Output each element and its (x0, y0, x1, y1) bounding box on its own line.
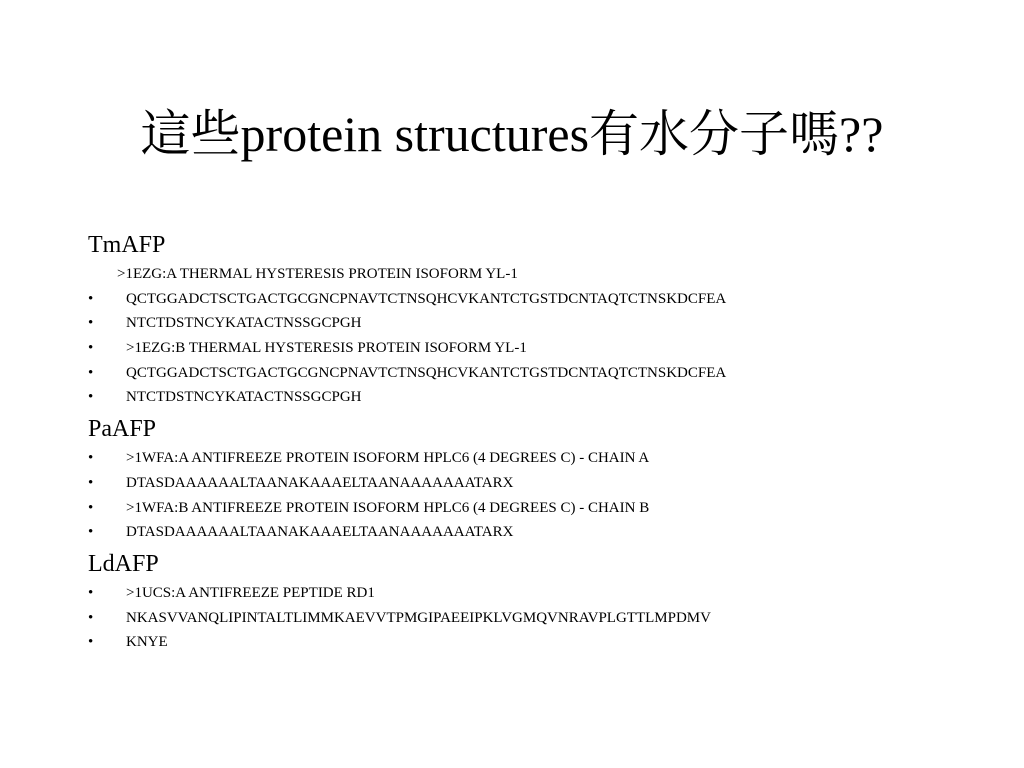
sequence-list (88, 262, 988, 410)
bullet-icon: • (88, 290, 94, 307)
group-heading: PaAFP (88, 416, 157, 443)
list-item (88, 287, 988, 312)
list-item (88, 446, 988, 471)
bullet-icon: • (88, 499, 94, 516)
bullet-icon: • (88, 315, 94, 332)
list-item (88, 581, 988, 606)
sequence-group (88, 414, 988, 545)
sequence-list (88, 446, 988, 545)
list-item-text: KNYE (126, 634, 168, 651)
bullet-icon: • (88, 389, 94, 406)
bullet-icon: • (88, 524, 94, 541)
list-item-text: DTASDAAAAAALTAANAKAAAELTAANAAAAAAATARX (126, 474, 514, 491)
list-item-text: >1EZG:A THERMAL HYSTERESIS PROTEIN ISOFORM YL-1 (117, 266, 518, 282)
list-item (88, 630, 988, 655)
slide-body (88, 230, 988, 659)
bullet-icon: • (88, 364, 94, 381)
bullet-icon: • (88, 450, 94, 467)
bullet-icon: • (88, 474, 94, 491)
list-item (88, 385, 988, 410)
list-item (88, 311, 988, 336)
list-item (88, 471, 988, 496)
list-item (88, 361, 988, 386)
list-item (88, 262, 988, 287)
group-heading: TmAFP (88, 232, 166, 258)
list-item-text: >1UCS:A ANTIFREEZE PEPTIDE RD1 (126, 584, 375, 601)
list-item (88, 606, 988, 631)
slide-title: 這些protein structures有水分子嗎?? (140, 106, 884, 162)
list-item-text: >1WFA:B ANTIFREEZE PROTEIN ISOFORM HPLC6 (4 DEGREES C) - CHAIN B (126, 499, 650, 516)
list-item-text: >1EZG:B THERMAL HYSTERESIS PROTEIN ISOFORM YL-1 (126, 340, 527, 357)
list-item-text: QCTGGADCTSCTGACTGCGNCPNAVTCTNSQHCVKANTCTGSTDCNTAQTCTNSKDCFEA (126, 364, 727, 381)
list-item-text: NKASVVANQLIPINTALTLIMMKAEVVTPMGIPAEEIPKLVGMQVNRAVPLGTTLMPDMV (126, 609, 711, 626)
sequence-group (88, 549, 988, 655)
bullet-icon: • (88, 634, 94, 651)
list-item (88, 520, 988, 545)
list-item (88, 336, 988, 361)
bullet-icon: • (88, 340, 94, 357)
sequence-list (88, 581, 988, 655)
bullet-icon: • (88, 584, 94, 601)
list-item-text: QCTGGADCTSCTGACTGCGNCPNAVTCTNSQHCVKANTCTGSTDCNTAQTCTNSKDCFEA (126, 290, 727, 307)
list-item-text: >1WFA:A ANTIFREEZE PROTEIN ISOFORM HPLC6 (4 DEGREES C) - CHAIN A (126, 450, 650, 467)
list-item-text: NTCTDSTNCYKATACTNSSGCPGH (126, 389, 362, 406)
list-item (88, 496, 988, 521)
list-item-text: DTASDAAAAAALTAANAKAAAELTAANAAAAAAATARX (126, 524, 514, 541)
bullet-icon: • (88, 609, 94, 626)
list-item-text: NTCTDSTNCYKATACTNSSGCPGH (126, 315, 362, 332)
sequence-group (88, 230, 988, 410)
group-heading: LdAFP (88, 550, 159, 577)
